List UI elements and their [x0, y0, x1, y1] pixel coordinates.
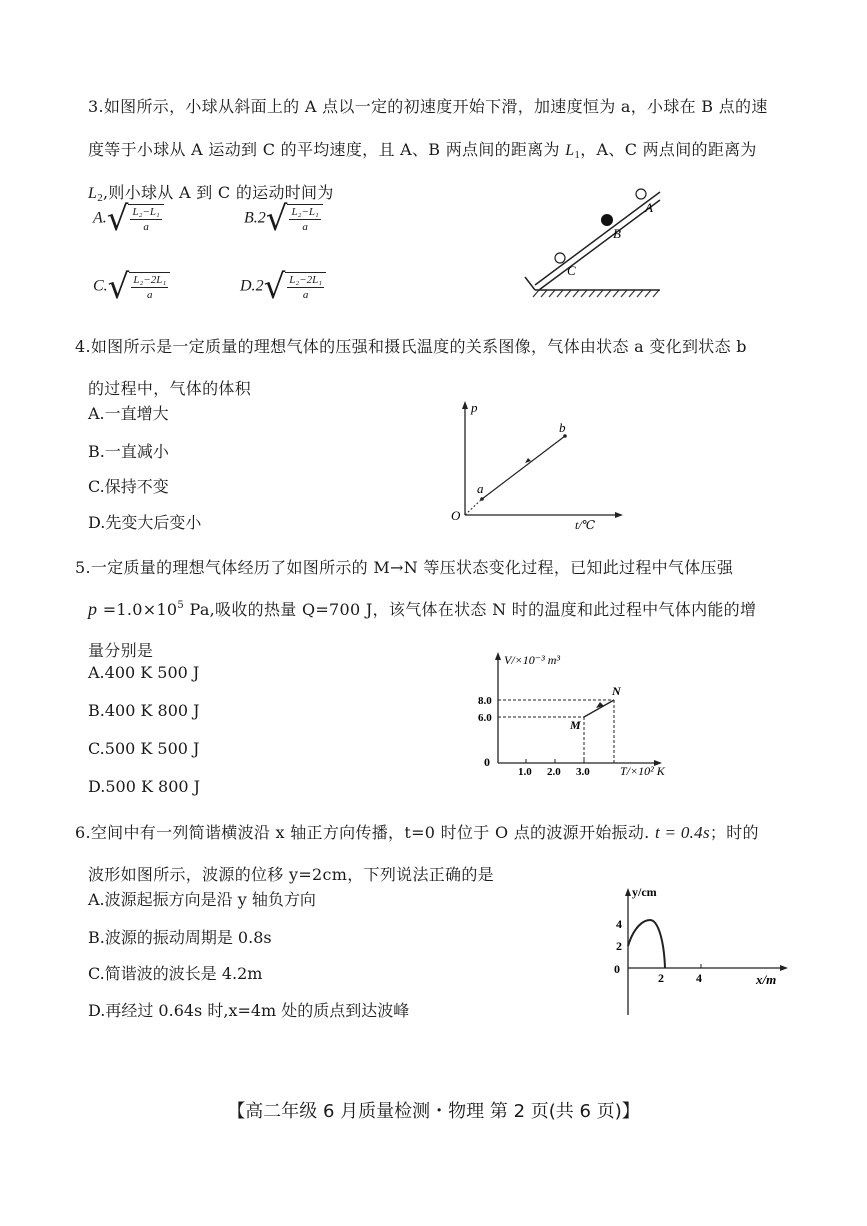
point-a	[480, 497, 484, 501]
q6-option-c[interactable]: C.简谐波的波长是 4.2m	[88, 964, 263, 983]
q3-line-2b: ，A、C 两点间的距离为	[580, 140, 757, 159]
wave-curve	[628, 920, 665, 968]
origin-label: 0	[614, 962, 620, 976]
label-c: C	[567, 263, 576, 278]
q4-option-c[interactable]: C.保持不变	[88, 477, 169, 496]
q4-option-d[interactable]: D.先变大后变小	[88, 513, 202, 532]
y-label: y/cm	[632, 885, 657, 899]
a-label: a	[477, 481, 484, 496]
extension-dashed	[465, 499, 482, 515]
label-b: B	[613, 226, 621, 241]
ytick-6: 6.0	[478, 712, 492, 724]
v-label: V/×10⁻³ m³	[504, 653, 560, 667]
q5-option-d[interactable]: D.500 K 800 J	[88, 777, 201, 796]
q5-vt-graph	[478, 648, 678, 780]
incline-top	[535, 192, 660, 285]
q5-line-3: 量分别是	[88, 641, 154, 660]
xtick-2: 2.0	[547, 766, 561, 778]
q4-option-b[interactable]: B.一直减小	[88, 442, 169, 461]
ball-at-b	[601, 214, 613, 226]
q5-option-b[interactable]: B.400 K 800 J	[88, 701, 200, 720]
x-axis-arrow	[780, 965, 788, 971]
ytick-2: 2	[616, 939, 622, 953]
q6-wave-graph	[610, 880, 790, 1020]
q5-option-c[interactable]: C.500 K 500 J	[88, 739, 200, 758]
n-label: N	[612, 684, 621, 698]
xtick-3: 3.0	[576, 766, 590, 778]
q3-option-c[interactable]: C.√ $\frac{\text{L₂−2L₁}}{a}$	[93, 270, 170, 304]
ball-at-c	[555, 253, 565, 263]
label-a: A	[645, 200, 653, 215]
ball-at-a	[636, 189, 646, 199]
q5-option-a[interactable]: A.400 K 500 J	[88, 663, 200, 682]
b-label: b	[559, 420, 566, 435]
process-arrow-mn	[596, 702, 604, 708]
v-axis-arrow	[495, 652, 501, 660]
q6-option-d[interactable]: D.再经过 0.64s 时,x=4m 处的质点到达波峰	[88, 1001, 410, 1020]
x-label: x/m	[756, 972, 777, 987]
xtick-2: 2	[658, 971, 664, 985]
q5-line-2: $p =1.0\times 10^5$ Pa,吸收的热量 Q=700 J，该气体在状态 N 时的温度和此过程中气体内能的增	[88, 599, 757, 619]
process-line-mn	[584, 700, 614, 717]
m-label: M	[570, 718, 581, 732]
q3-option-d[interactable]: D.2√ $\frac{\text{L₂−2L₁}}{a}$	[240, 270, 326, 304]
q3-L2: $L_2$	[88, 185, 104, 204]
origin-label: 0	[484, 755, 490, 769]
q3-option-a[interactable]: A.√ $\frac{\text{L₂−L₁}}{a}$	[93, 202, 164, 236]
q6-option-a[interactable]: A.波源起振方向是沿 y 轴负方向	[88, 890, 316, 909]
ytick-8: 8.0	[478, 695, 492, 707]
origin-label: O	[451, 508, 461, 523]
q3-line-2a: 度等于小球从 A 运动到 C 的平均速度，且 A、B 两点间的距离为	[88, 140, 566, 159]
q6-line-2: 波形如图所示，波源的位移 y=2cm，下列说法正确的是	[88, 865, 494, 884]
q3-incline-figure	[515, 180, 665, 300]
q4-line-1: 4.如图所示是一定质量的理想气体的压强和摄氏温度的关系图像，气体由状态 a 变化到状态 b	[75, 337, 747, 356]
xtick-4: 4	[696, 971, 702, 985]
t-axis-arrow	[615, 512, 623, 518]
q4-line-2: 的过程中，气体的体积	[88, 379, 252, 398]
t-label: T/×10² K	[620, 764, 665, 778]
q3-L1: $L_1$	[565, 142, 581, 161]
q3-line-2	[88, 137, 757, 161]
ground-hatching	[533, 290, 659, 297]
q3-option-b[interactable]: B.2√ $\frac{\text{L₂−L₁}}{a}$	[244, 202, 323, 236]
q4-pt-graph	[445, 398, 635, 530]
page-footer: 【高二年级 6 月质量检测・物理 第 2 页(共 6 页)】	[227, 1101, 640, 1122]
q6-option-b[interactable]: B.波源的振动周期是 0.8s	[88, 928, 272, 947]
q3-line-3-text: ,则小球从 A 到 C 的运动时间为	[103, 183, 334, 202]
ytick-4: 4	[616, 917, 622, 931]
q4-option-a[interactable]: A.一直增大	[88, 404, 169, 423]
t-label: t/℃	[575, 518, 596, 530]
incline-bottom	[539, 200, 660, 290]
p-label: p	[471, 400, 478, 415]
q5-line-1: 5.一定质量的理想气体经历了如图所示的 M→N 等压状态变化过程，已知此过程中气体压强	[75, 558, 734, 577]
incline-stopper	[525, 277, 535, 290]
y-axis-arrow	[625, 888, 631, 896]
process-line	[482, 436, 565, 499]
q3-line-1: 3.如图所示，小球从斜面上的 A 点以一定的初速度开始下滑，加速度恒为 a，小球在 B 点的速	[88, 97, 768, 116]
p-axis-arrow	[462, 401, 468, 409]
q6-line-1: 6.空间中有一列简谐横波沿 x 轴正方向传播，t=0 时位于 O 点的波源开始振动. t = 0.4s；时的	[75, 823, 759, 842]
xtick-1: 1.0	[518, 766, 532, 778]
